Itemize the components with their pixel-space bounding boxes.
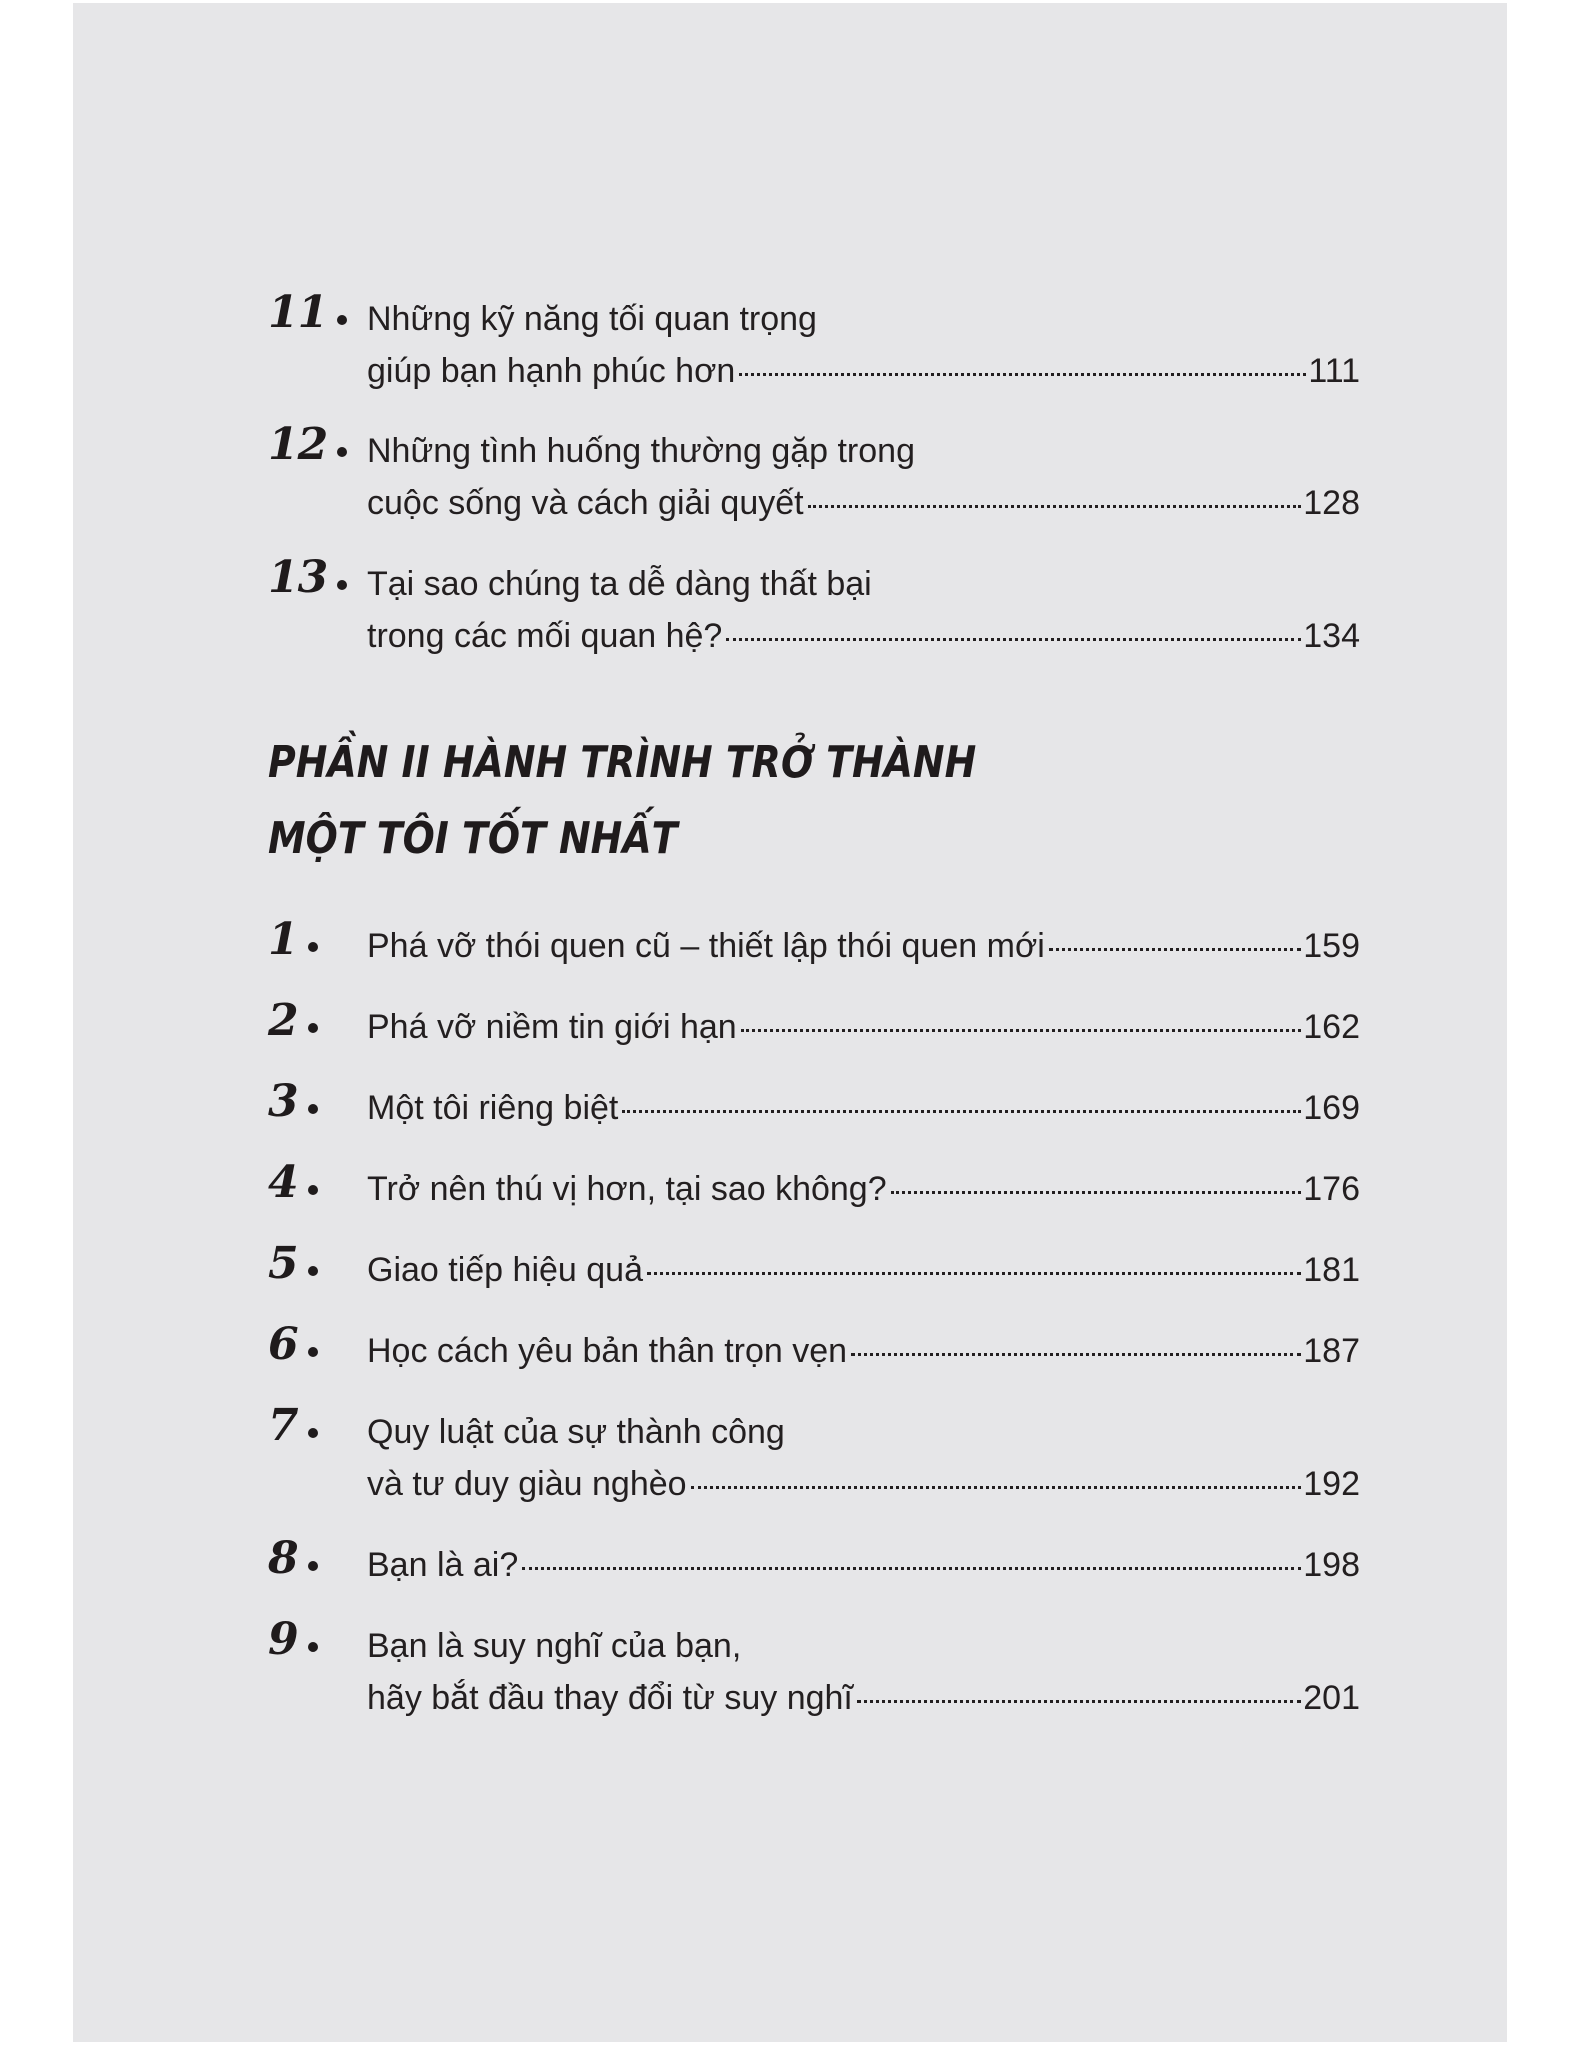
entry-number: 13 <box>268 552 347 603</box>
dot-leader <box>739 373 1306 376</box>
page-number: 198 <box>1303 1546 1360 1584</box>
dot-leader <box>891 1191 1302 1194</box>
page-number: 128 <box>1303 484 1360 522</box>
entry-number: 5 <box>268 1238 318 1289</box>
page-number: 111 <box>1308 352 1360 390</box>
page-number: 159 <box>1303 927 1360 965</box>
entry-number: 4 <box>268 1157 318 1208</box>
entry-title: Một tôi riêng biệt <box>367 1089 619 1127</box>
page-number: 181 <box>1303 1251 1360 1289</box>
part-title-line-2: MỘT TÔI TỐT NHẤT <box>268 813 678 864</box>
entry-title: Học cách yêu bản thân trọn vẹn <box>367 1332 848 1370</box>
entry-title: Phá vỡ niềm tin giới hạn <box>367 1008 737 1046</box>
entry-title-line-2: giúp bạn hạnh phúc hơn <box>367 352 736 390</box>
entry-title: Bạn là ai? <box>367 1546 519 1584</box>
entry-title-line-1: Bạn là suy nghĩ của bạn, <box>367 1627 742 1665</box>
page-number: 187 <box>1303 1332 1360 1370</box>
entry-title-line-2: hãy bắt đầu thay đổi từ suy nghĩ <box>367 1679 853 1717</box>
part-heading <box>268 725 1360 885</box>
dot-leader <box>1049 948 1301 951</box>
entry-title-line-1: Tại sao chúng ta dễ dàng thất bại <box>367 565 872 603</box>
entry-title-line-2: trong các mối quan hệ? <box>367 617 723 655</box>
dot-leader <box>622 1110 1301 1113</box>
entry-number: 1 <box>268 914 318 965</box>
part-title-line-1: PHẦN II HÀNH TRÌNH TRỞ THÀNH <box>268 737 977 788</box>
entry-number: 6 <box>268 1319 318 1370</box>
entry-number: 9 <box>268 1614 318 1665</box>
page-number: 176 <box>1303 1170 1360 1208</box>
dot-leader <box>522 1567 1301 1570</box>
dot-leader <box>647 1272 1301 1275</box>
page-number: 169 <box>1303 1089 1360 1127</box>
entry-number: 3 <box>268 1076 318 1127</box>
page-number: 192 <box>1303 1465 1360 1503</box>
entry-number: 11 <box>268 287 347 338</box>
page-number: 162 <box>1303 1008 1360 1046</box>
page-number: 201 <box>1303 1679 1360 1717</box>
entry-title-line-1: Những tình huống thường gặp trong <box>367 432 915 470</box>
dot-leader <box>857 1700 1301 1703</box>
dot-leader <box>851 1353 1301 1356</box>
entry-title: Phá vỡ thói quen cũ – thiết lập thói quen mới <box>367 927 1045 965</box>
entry-title: Giao tiếp hiệu quả <box>367 1251 643 1289</box>
entry-number: 12 <box>268 419 347 470</box>
entry-title-line-1: Quy luật của sự thành công <box>367 1413 785 1451</box>
dot-leader <box>741 1029 1302 1032</box>
entry-number: 7 <box>268 1400 318 1451</box>
book-page <box>73 3 1507 2042</box>
entry-title-line-2: cuộc sống và cách giải quyết <box>367 484 804 522</box>
dot-leader <box>808 505 1302 508</box>
entry-number: 2 <box>268 995 318 1046</box>
page-number: 134 <box>1303 617 1360 655</box>
dot-leader <box>726 638 1301 641</box>
dot-leader <box>691 1486 1302 1489</box>
entry-title-line-2: và tư duy giàu nghèo <box>367 1465 687 1503</box>
entry-title-line-1: Những kỹ năng tối quan trọng <box>367 300 817 338</box>
entry-number: 8 <box>268 1533 318 1584</box>
entry-title: Trở nên thú vị hơn, tại sao không? <box>367 1170 887 1208</box>
